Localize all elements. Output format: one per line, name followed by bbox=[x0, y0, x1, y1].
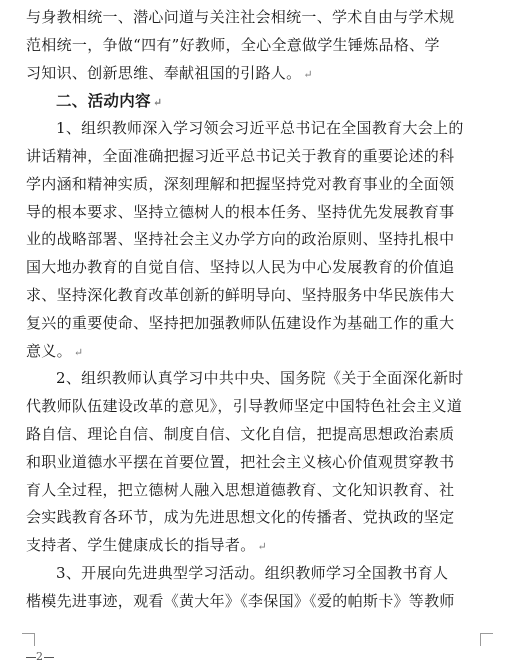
text-line bbox=[26, 588, 496, 616]
page-number-dash-right bbox=[44, 657, 54, 658]
text-line bbox=[26, 115, 496, 143]
section-heading bbox=[26, 87, 496, 115]
line-text: 国大地办教育的自觉自信、坚持以人民为中心发展教育的价值追 bbox=[26, 258, 455, 277]
margin-corner-mark-left bbox=[22, 633, 35, 646]
line-text: 支持者、学生健康成长的指导者。 bbox=[26, 536, 256, 555]
line-text: 习知识、创新思维、奉献祖国的引路人。 bbox=[26, 63, 302, 82]
line-text: 1、组织教师深入学习领会习近平总书记在全国教育大会上的 bbox=[56, 119, 464, 138]
text-line bbox=[26, 4, 496, 32]
line-text: 意义。 bbox=[26, 341, 72, 360]
line-text: 讲话精神，全面准确把握习近平总书记关于教育的重要论述的科 bbox=[26, 146, 455, 165]
text-line bbox=[26, 171, 496, 199]
text-line bbox=[26, 365, 496, 393]
line-text: 楷模先进事迹，观看《黄大年》《李保国》《爱的帕斯卡》等教师 bbox=[26, 591, 455, 610]
line-text: 二、活动内容 bbox=[56, 91, 151, 111]
line-text: 育人全过程，把立德树人融入思想道德教育、文化知识教育、社 bbox=[26, 480, 455, 499]
text-line bbox=[26, 143, 496, 171]
line-text: 会实践教育各环节，成为先进思想文化的传播者、党执政的坚定 bbox=[26, 508, 455, 527]
line-text: 3、开展向先进典型学习活动。组织教师学习全国教书育人 bbox=[56, 563, 449, 582]
text-line bbox=[26, 421, 496, 449]
margin-corner-mark-right bbox=[480, 633, 493, 646]
paragraph-mark-icon: ↵ bbox=[73, 345, 84, 359]
text-line bbox=[26, 226, 496, 254]
text-line bbox=[26, 338, 496, 366]
line-text: 范相统一，争做“四有”好教师，全心全意做学生锤炼品格、学 bbox=[26, 35, 440, 54]
line-text: 和职业道德水平摆在首要位置，把社会主义核心价值观贯穿教书 bbox=[26, 452, 455, 471]
line-text: 路自信、理论自信、制度自信、文化自信，把提高思想政治素质 bbox=[26, 424, 455, 443]
text-line bbox=[26, 532, 496, 560]
line-text: 导的根本要求、坚持立德树人的根本任务、坚持优先发展教育事 bbox=[26, 202, 455, 221]
page-number bbox=[26, 650, 54, 663]
page-number-dash-left bbox=[26, 657, 36, 658]
line-text: 学内涵和精神实质，深刻理解和把握坚持党对教育事业的全面领 bbox=[26, 174, 455, 193]
paragraph-mark-icon: ↵ bbox=[257, 540, 268, 554]
text-line bbox=[26, 449, 496, 477]
line-text: 2、组织教师认真学习中共中央、国务院《关于全面深化新时 bbox=[56, 369, 464, 388]
page-number-value: 2 bbox=[36, 650, 44, 663]
line-text: 业的战略部署、坚持社会主义办学方向的政治原则、坚持扎根中 bbox=[26, 230, 455, 249]
paragraph-mark-icon: ↵ bbox=[152, 96, 163, 110]
text-line bbox=[26, 477, 496, 505]
text-line bbox=[26, 282, 496, 310]
line-text: 求、坚持深化教育改革创新的鲜明导向、坚持服务中华民族伟大 bbox=[26, 285, 455, 304]
text-line bbox=[26, 560, 496, 588]
text-line bbox=[26, 504, 496, 532]
paragraph-mark-icon: ↵ bbox=[303, 67, 313, 81]
text-line bbox=[26, 393, 496, 421]
line-text: 与身教相统一、潜心问道与关注社会相统一、学术自由与学术规 bbox=[26, 8, 455, 26]
text-line bbox=[26, 254, 496, 282]
line-text: 复兴的重要使命、坚持把加强教师队伍建设作为基础工作的重大 bbox=[26, 313, 455, 332]
text-line bbox=[26, 199, 496, 227]
text-line bbox=[26, 60, 496, 88]
document-body bbox=[26, 4, 496, 616]
line-text: 代教师队伍建设改革的意见》，引导教师坚定中国特色社会主义道 bbox=[26, 397, 463, 416]
text-line bbox=[26, 310, 496, 338]
text-line bbox=[26, 32, 496, 60]
